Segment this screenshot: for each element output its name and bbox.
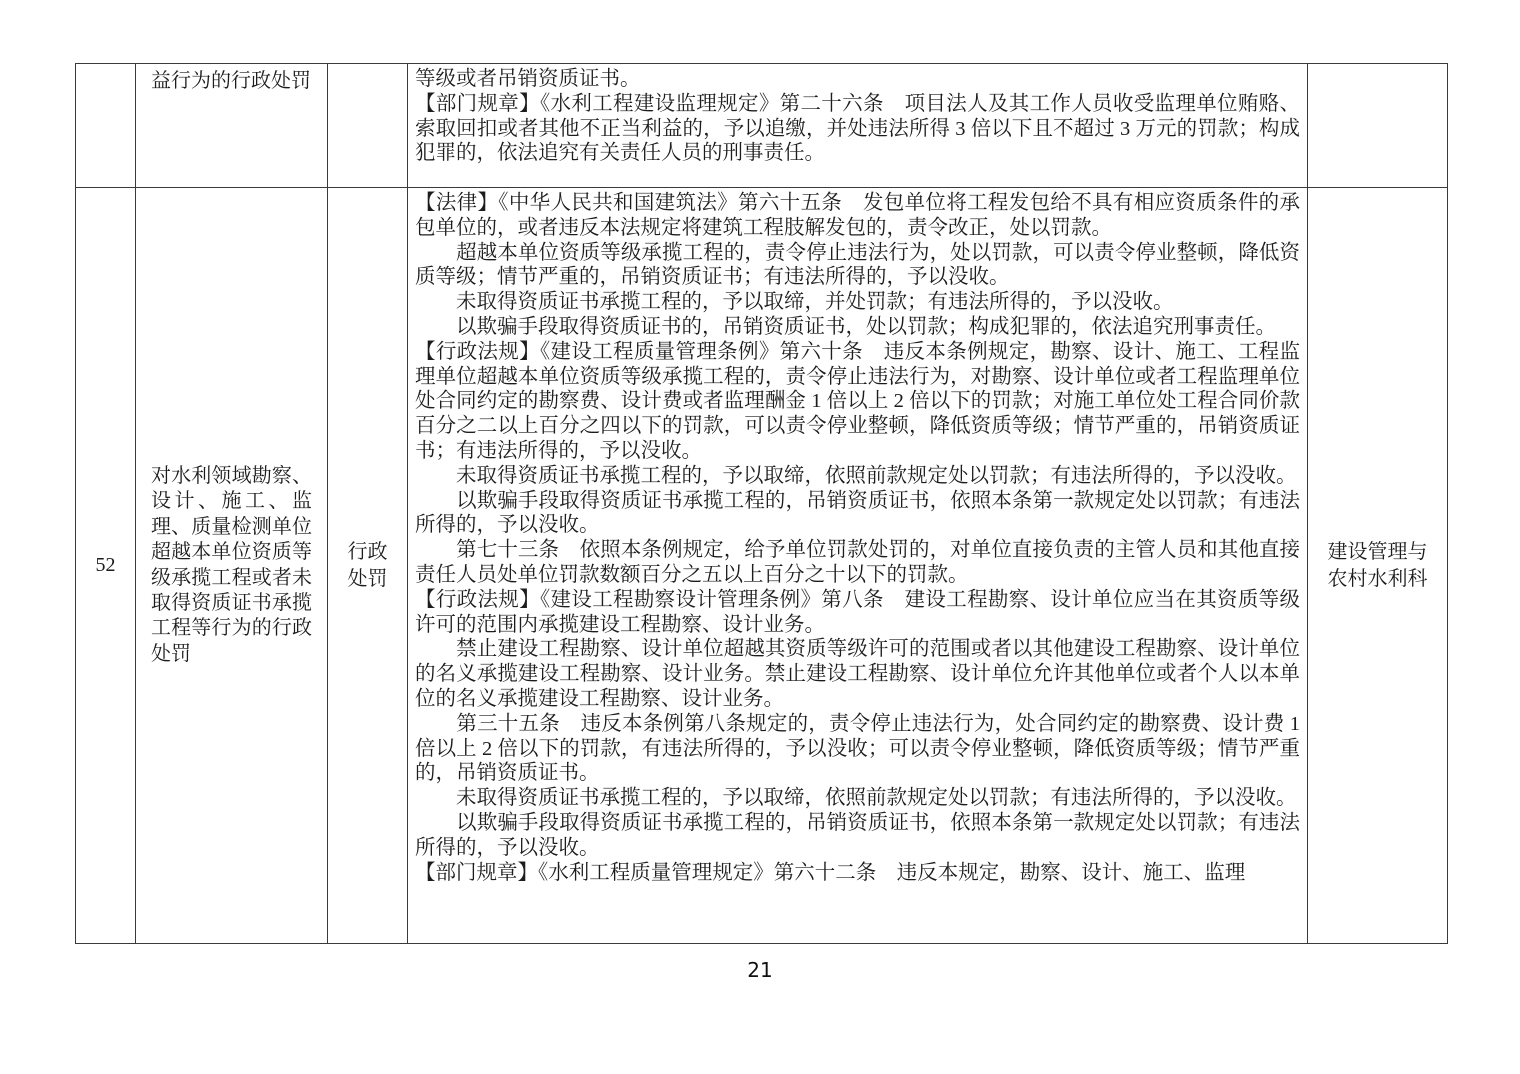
row-number-cell [76,64,136,188]
basis-paragraph: 以欺骗手段取得资质证书的，吊销资质证书，处以罚款；构成犯罪的，依法追究刑事责任。 [415,315,1276,338]
category-cell [328,64,408,188]
basis-paragraph: 【部门规章】《水利工程建设监理规定》第二十六条 项目法人及其工作人员收受监理单位贿赂、索取回扣或者其他不正当利益的，予以追缴，并处违法所得 3 倍以下且不超过 3 万元的罚款；构成犯罪的，依法追究有关责任人员的刑事责任。 [415,92,1300,165]
basis-paragraph: 以欺骗手段取得资质证书承揽工程的，吊销资质证书，依照本条第一款规定处以罚款；有违法所得的，予以没收。 [415,811,1300,859]
basis-paragraph: 第三十五条 违反本条例第八条规定的，责令停止违法行为，处合同约定的勘察费、设计费 1 倍以上 2 倍以下的罚款，有违法所得的，予以没收；可以责令停业整顿，降低资质等级；情节严重的，吊销资质证书。 [415,712,1300,785]
department-cell [1308,64,1448,188]
table-row-continuation [76,64,1448,188]
legal-basis-cell [408,64,1308,188]
basis-paragraph: 禁止建设工程勘察、设计单位超越其资质等级许可的范围或者以其他建设工程勘察、设计单位的名义承揽建设工程勘察、设计业务。禁止建设工程勘察、设计单位允许其他单位或者个人以本单位的名义承揽建设工程勘察、设计业务。 [415,638,1300,710]
basis-paragraph: 未取得资质证书承揽工程的，予以取缔，并处罚款；有违法所得的，予以没收。 [415,291,1174,314]
penalty-items-table [75,63,1448,944]
row-number-cell: 52 [76,188,136,944]
basis-paragraph: 未取得资质证书承揽工程的，予以取缔，依照前款规定处以罚款；有违法所得的，予以没收。 [415,787,1297,810]
basis-paragraph: 第七十三条 依照本条例规定，给予单位罚款处罚的，对单位直接负责的主管人员和其他直接责任人员处单位罚款数额百分之五以上百分之十以下的罚款。 [415,539,1300,586]
basis-paragraph: 等级或者吊销资质证书。 [415,68,641,90]
item-description-cell: 对水利领域勘察、设计、施工、监理、质量检测单位超越本单位资质等级承揽工程或者未取得资质证书承揽工程等行为的行政处罚 [136,188,328,944]
page-number: 21 [747,958,773,982]
table-row-52 [76,188,1448,944]
basis-paragraph: 以欺骗手段取得资质证书承揽工程的，吊销资质证书，依照本条第一款规定处以罚款；有违法所得的，予以没收。 [415,489,1300,537]
department-cell: 建设管理与农村水利科 [1308,188,1448,944]
legal-basis-cell [408,188,1308,944]
basis-paragraph: 【法律】《中华人民共和国建筑法》第六十五条 发包单位将工程发包给不具有相应资质条件的承包单位的，或者违反本法规定将建筑工程肢解发包的，责令改正，处以罚款。 [415,192,1300,239]
basis-paragraph: 未取得资质证书承揽工程的，予以取缔，依照前款规定处以罚款；有违法所得的，予以没收。 [415,464,1297,487]
basis-paragraph: 【行政法规】《建设工程勘察设计管理条例》第八条 建设工程勘察、设计单位应当在其资质等级许可的范围内承揽建设工程勘察、设计业务。 [415,588,1300,636]
basis-paragraph: 超越本单位资质等级承揽工程的，责令停止违法行为，处以罚款，可以责令停业整顿，降低资质等级；情节严重的，吊销资质证书；有违法所得的，予以没收。 [415,241,1300,289]
basis-paragraph: 【行政法规】《建设工程质量管理条例》第六十条 违反本条例规定，勘察、设计、施工、工程监理单位超越本单位资质等级承揽工程的，责令停止违法行为，对勘察、设计单位或者工程监理单位处合同约定的勘察费、设计费或者监理酬金 1 倍以上 2 倍以下的罚款；对施工单位处工程合同价款百分之二以上百分之四以下的罚款，可以责令停业整顿，降低资质等级；情节严重的，吊销资质证书；有违法所得的，予以没收。 [415,340,1300,462]
category-cell: 行政处罚 [328,188,408,944]
item-description-cell: 益行为的行政处罚 [136,64,328,188]
basis-paragraph: 【部门规章】《水利工程质量管理规定》第六十二条 违反本规定，勘察、设计、施工、监理 [415,861,1246,884]
